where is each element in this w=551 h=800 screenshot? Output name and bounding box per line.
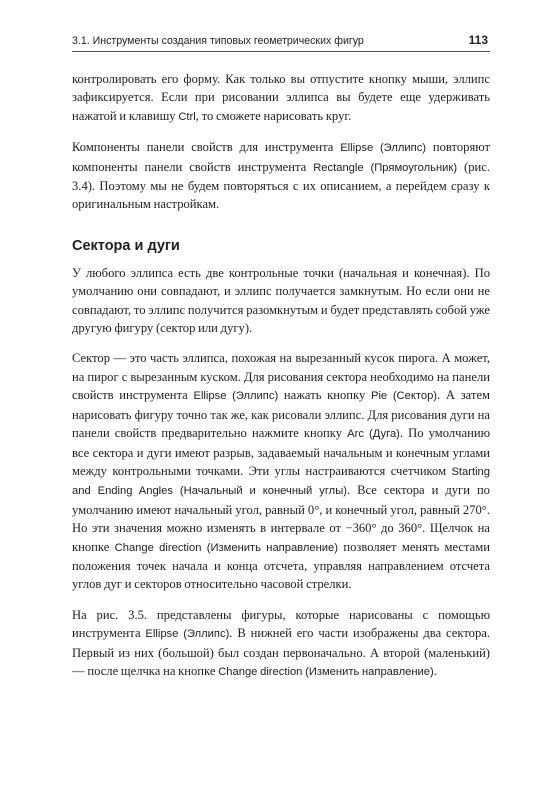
ui-term: Ellipse (Эллипс) — [340, 142, 427, 155]
text-run: У любого эллипса есть две контрольные точки (начальная и конечная). По умолчанию они совпадают, и эллипс получается замкнутым. Но если они не совпадают, то эллипс получится разомкнутым и будет представлять собой уже другую фигуру (сектор или дугу). — [72, 265, 490, 336]
section-heading: Сектора и дуги — [72, 237, 180, 254]
text-run: Сектор — это часть эллипса, похожая на вырезанный кусок пирога. А может, на пирог с вырезанным куском. Для рисования сектора необходимо на панели свойств инструмента — [72, 351, 490, 403]
paragraph-3 — [72, 264, 490, 338]
paragraph-4 — [72, 349, 490, 593]
ui-term: Ellipse (Эллипс) — [193, 390, 279, 403]
body-text — [72, 70, 490, 693]
paragraph-2 — [72, 138, 490, 214]
running-header — [72, 31, 490, 52]
ui-term: Arc (Дуга) — [347, 428, 400, 441]
text-run: . — [433, 663, 437, 678]
text-run: (рис. 3.4). Поэтому мы не будем повторяться с их описанием, а перейдем сразу к оригинальным настройкам. — [72, 159, 490, 212]
ui-term: Change direction (Изменить направление) — [114, 541, 338, 554]
paragraph-5 — [72, 606, 490, 682]
paragraph-1 — [72, 70, 490, 126]
text-run: На рис. 3.5. представлены фигуры, которые нарисованы с помощью инструмента — [72, 607, 490, 641]
ui-term: Rectangle (Прямоугольник) — [313, 161, 458, 174]
page-number: 113 — [468, 33, 488, 47]
text-run: нажать кнопку — [278, 388, 371, 403]
ui-term: Starting and Ending Angles (Начальный и конечный углы) — [72, 465, 490, 498]
ui-term: Ctrl — [178, 110, 196, 123]
text-run: . В нижней его части изображены два сектора. Первый из них (большой) был создан первоначально. А второй (маленький) — после щелчка на кнопке — [72, 626, 490, 678]
text-run: повторяют компоненты панели свойств инструмента — [72, 140, 491, 174]
text-run: , то сможете нарисовать круг. — [195, 108, 352, 123]
chapter-title: 3.1. Инструменты создания типовых геометрических фигур — [72, 35, 364, 47]
ui-term: Ellipse (Эллипс) — [145, 628, 230, 641]
text-run: позволяет менять местами положения точек начала и конца отсчета, управляя направлением отсчета углов дуг и секторов относительно часовой стрелки. — [72, 539, 490, 592]
text-run: Компоненты панели свойств для инструмента — [72, 140, 341, 155]
ui-term: Change direction (Изменить направление) — [218, 665, 434, 678]
text-run: . Все сектора и дуги по умолчанию имеют начальный угол, равный 0°, и конечный угол, равный 270°. Но эти значения можно изменять в интервале от −360° до 360°. Щелчок на кнопке — [72, 483, 490, 554]
text-run: контролировать его форму. Как только вы отпустите кнопку мыши, эллипс зафиксируется. Если при рисовании эллипса вы будете еще удерживать нажатой и клавишу — [72, 72, 490, 123]
text-run: . А затем нарисовать фигуру точно так же, как рисовали эллипс. Для рисования дуги на панели свойств предварительно нажмите кнопку — [72, 388, 491, 441]
text-run: . По умолчанию все сектора и дуги имеют разрыв, задаваемый начальным и конечным углами между контрольными точками. Эти углы настраиваются счетчиком — [72, 426, 490, 478]
ui-term: Pie (Сектор) — [370, 390, 438, 403]
